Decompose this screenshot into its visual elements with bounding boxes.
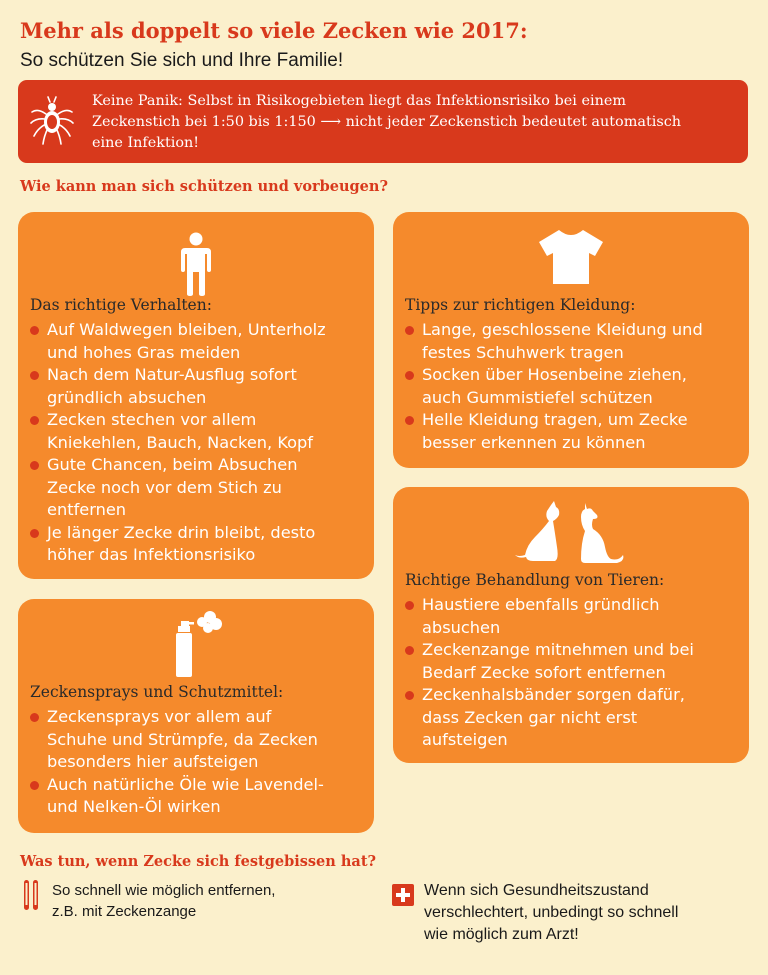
bullet-icon bbox=[405, 601, 414, 610]
card-list bbox=[30, 319, 326, 567]
list-item: Lange, geschlossene Kleidung und festes Schuhwerk tragen bbox=[405, 319, 703, 364]
first-aid-cross-icon bbox=[392, 884, 414, 906]
card-behavior bbox=[18, 212, 374, 579]
list-item: Nach dem Natur-Ausflug sofort gründlich absuchen bbox=[30, 364, 326, 409]
list-item: Je länger Zecke drin bleibt, desto höher das Infektionsrisiko bbox=[30, 522, 326, 567]
list-item: Zeckensprays vor allem auf Schuhe und Strümpfe, da Zecken besonders hier aufsteigen bbox=[30, 706, 324, 774]
bullet-icon bbox=[30, 713, 39, 722]
bitten-heading: Was tun, wenn Zecke sich festgebissen hat? bbox=[20, 853, 377, 870]
page-subtitle: So schützen Sie sich und Ihre Familie! bbox=[20, 50, 344, 71]
see-doctor-text: Wenn sich Gesundheitszustand verschlechtert, unbedingt so schnell wie möglich zum Arzt! bbox=[424, 882, 679, 943]
card-title: Richtige Behandlung von Tieren: bbox=[405, 571, 665, 589]
card-list bbox=[405, 319, 703, 454]
alert-text bbox=[92, 91, 734, 154]
bullet-icon bbox=[30, 461, 39, 470]
bullet-icon bbox=[30, 326, 39, 335]
list-item: Socken über Hosenbeine ziehen, auch Gummistiefel schützen bbox=[405, 364, 703, 409]
card-title: Das richtige Verhalten: bbox=[30, 296, 212, 314]
alert-line: Keine Panik: Selbst in Risikogebieten liegt das Infektionsrisiko bei einem bbox=[92, 93, 626, 109]
bullet-icon bbox=[405, 326, 414, 335]
bullet-icon bbox=[405, 646, 414, 655]
page-title: Mehr als doppelt so viele Zecken wie 2017: bbox=[20, 18, 528, 43]
list-item: Gute Chancen, beim Absuchen Zecke noch vor dem Stich zu entfernen bbox=[30, 454, 326, 522]
remove-tick-text: So schnell wie möglich entfernen, z.B. mit Zeckenzange bbox=[52, 882, 276, 920]
list-item: Auch natürliche Öle wie Lavendel- und Nelken-Öl wirken bbox=[30, 774, 324, 819]
card-clothing bbox=[393, 212, 749, 468]
list-item: Helle Kleidung tragen, um Zecke besser erkennen zu können bbox=[405, 409, 703, 454]
bullet-icon bbox=[30, 781, 39, 790]
tshirt-icon bbox=[537, 228, 605, 286]
alert-line: eine Infektion! bbox=[92, 135, 200, 151]
bullet-icon bbox=[405, 691, 414, 700]
card-list bbox=[30, 706, 324, 819]
prevention-heading: Wie kann man sich schützen und vorbeugen? bbox=[20, 178, 388, 195]
card-title: Zeckensprays und Schutzmittel: bbox=[30, 683, 284, 701]
bullet-icon bbox=[30, 371, 39, 380]
cat-dog-icon bbox=[511, 499, 631, 565]
list-item: Zecken stechen vor allem Kniekehlen, Bauch, Nacken, Kopf bbox=[30, 409, 326, 454]
bullet-icon bbox=[405, 416, 414, 425]
person-icon bbox=[178, 232, 214, 296]
list-item: Zeckenzange mitnehmen und bei Bedarf Zecke sofort entfernen bbox=[405, 639, 694, 684]
tick-icon bbox=[28, 94, 76, 146]
card-sprays bbox=[18, 599, 374, 833]
bullet-icon bbox=[30, 529, 39, 538]
bullet-icon bbox=[405, 371, 414, 380]
card-list bbox=[405, 594, 694, 752]
list-item: Haustiere ebenfalls gründlich absuchen bbox=[405, 594, 694, 639]
list-item: Auf Waldwegen bleiben, Unterholz und hohes Gras meiden bbox=[30, 319, 326, 364]
bullet-icon bbox=[30, 416, 39, 425]
card-pets bbox=[393, 487, 749, 763]
alert-line: Zeckenstich bei 1:50 bis 1:150 ⟶ nicht jeder Zeckenstich bedeutet automatisch bbox=[92, 114, 682, 130]
spray-can-icon bbox=[168, 609, 228, 679]
tick-tweezers-icon bbox=[22, 878, 42, 912]
list-item: Zeckenhalsbänder sorgen dafür, dass Zecken gar nicht erst aufsteigen bbox=[405, 684, 694, 752]
card-title: Tipps zur richtigen Kleidung: bbox=[405, 296, 636, 314]
risk-alert-banner bbox=[18, 80, 748, 163]
